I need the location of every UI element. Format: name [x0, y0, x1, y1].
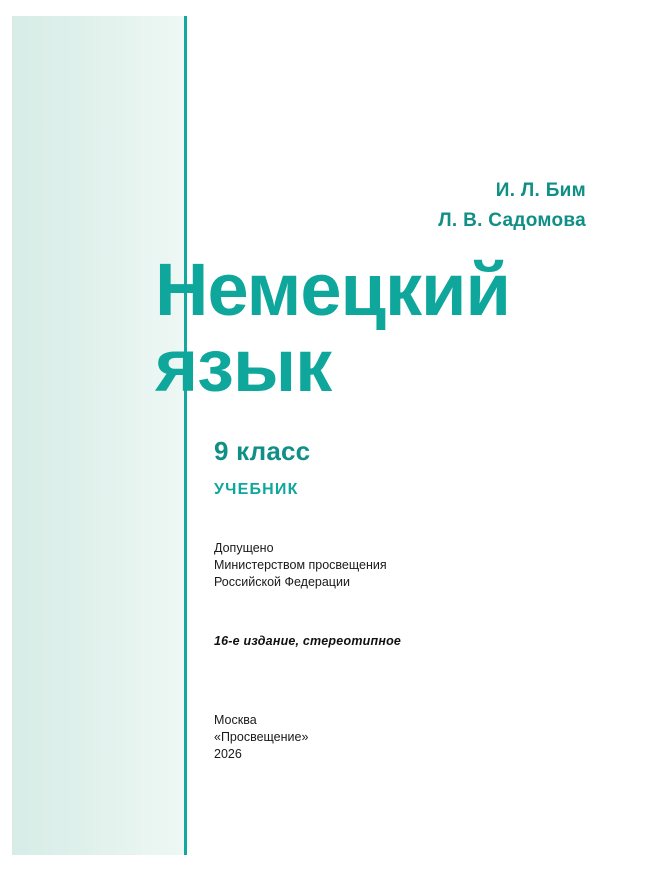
decorative-left-band	[0, 0, 185, 869]
approval-line-3: Российской Федерации	[214, 575, 350, 589]
bottom-white-margin	[0, 855, 650, 869]
grade-label: 9 класс	[214, 436, 311, 466]
edition-statement: 16-е издание, стереотипное	[214, 634, 402, 648]
authors-block	[438, 176, 586, 236]
left-white-margin	[0, 0, 12, 869]
book-title-line-1: Немецкий	[155, 248, 511, 331]
approval-line-2: Министерством просвещения	[214, 558, 387, 572]
top-white-margin	[0, 0, 650, 16]
vertical-rule	[184, 0, 187, 869]
approval-line-1: Допущено	[214, 541, 274, 555]
imprint-publisher: «Просвещение»	[214, 730, 309, 744]
approval-block	[214, 540, 387, 591]
imprint-city: Москва	[214, 713, 257, 727]
imprint-year: 2026	[214, 747, 242, 761]
author-name-1: И. Л. Бим	[495, 180, 586, 201]
publication-kind-label: УЧЕБНИК	[214, 481, 299, 498]
imprint-block	[214, 712, 308, 763]
book-title	[155, 248, 625, 407]
book-title-line-2: язык	[155, 324, 332, 407]
author-name-2: Л. В. Садомова	[438, 210, 586, 231]
